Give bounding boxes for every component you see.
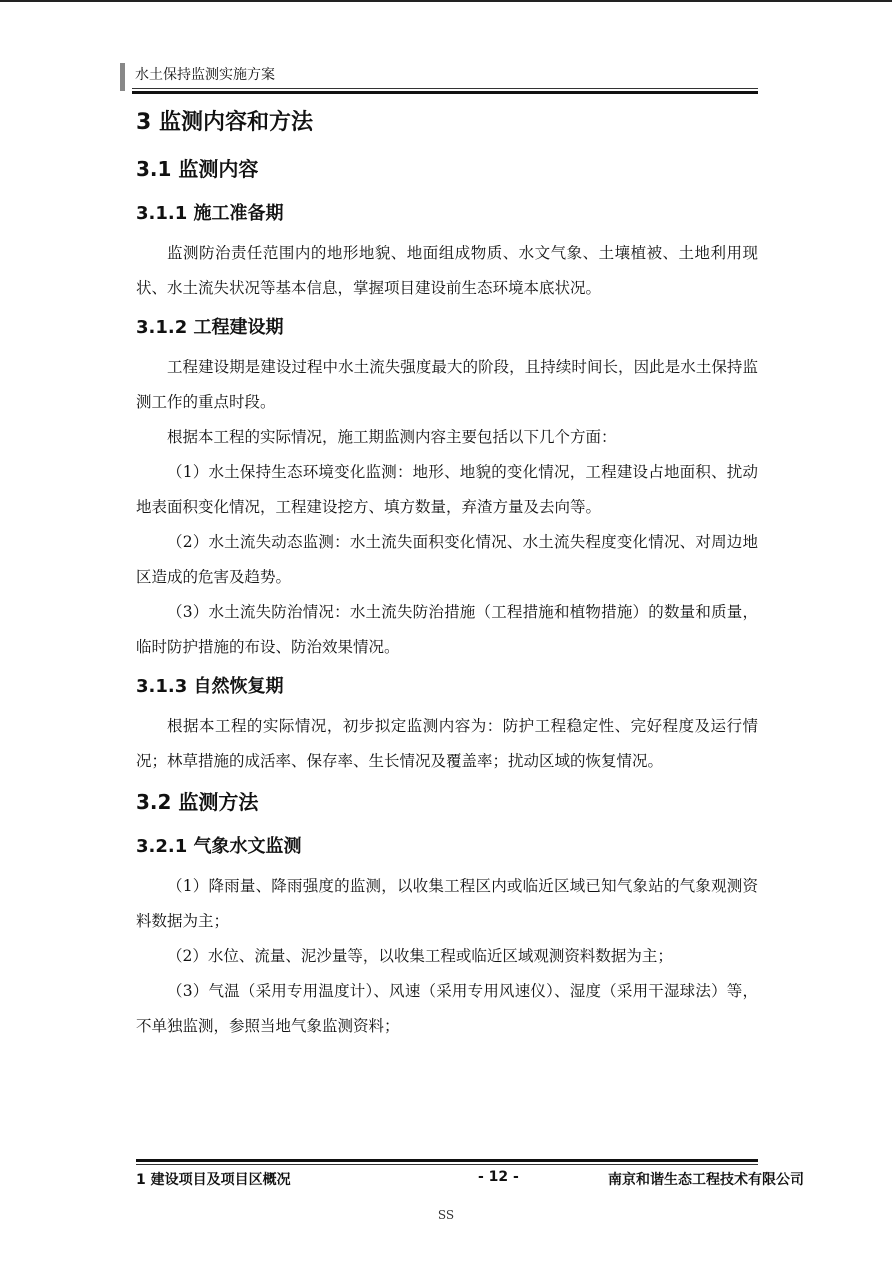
paragraph: 工程建设期是建设过程中水土流失强度最大的阶段，且持续时间长，因此是水土保持监测工作的重点时段。 xyxy=(136,358,758,411)
running-header-title: 水土保持监测实施方案 xyxy=(135,67,275,83)
footer-company-name: 南京和谐生态工程技术有限公司 xyxy=(608,1172,804,1188)
subsubsection-heading: 3.2.1 气象水文监测 xyxy=(136,836,302,857)
paragraph: （1）水土保持生态环境变化监测：地形、地貌的变化情况，工程建设占地面积、扰动地表面积变化情况，工程建设挖方、填方数量，弃渣方量及去向等。 xyxy=(136,463,758,516)
subsubsection-heading: 3.1.3 自然恢复期 xyxy=(136,676,284,697)
paragraph: 监测防治责任范围内的地形地貌、地面组成物质、水文气象、土壤植被、土地利用现状、水土流失状况等基本信息，掌握项目建设前生态环境本底状况。 xyxy=(136,244,758,297)
subsection-heading: 3.2 监测方法 xyxy=(136,790,259,814)
document-body xyxy=(136,100,758,1044)
header-rule-thick xyxy=(132,91,758,94)
subsection-heading: 3.1 监测内容 xyxy=(136,157,259,181)
top-border xyxy=(0,0,892,2)
paragraph: 根据本工程的实际情况，初步拟定监测内容为：防护工程稳定性、完好程度及运行情况；林草措施的成活率、保存率、生长情况及覆盖率；扰动区域的恢复情况。 xyxy=(136,717,758,770)
page-mark: SS xyxy=(437,1208,455,1222)
footer-rule-thin xyxy=(136,1164,758,1165)
paragraph: 根据本工程的实际情况，施工期监测内容主要包括以下几个方面： xyxy=(167,428,617,446)
section-heading: 3 监测内容和方法 xyxy=(136,110,313,135)
paragraph: （2）水土流失动态监测：水土流失面积变化情况、水土流失程度变化情况、对周边地区造成的危害及趋势。 xyxy=(136,533,758,586)
paragraph: （3）气温（采用专用温度计）、风速（采用专用风速仪）、湿度（采用干湿球法）等，不单独监测，参照当地气象监测资料； xyxy=(136,982,758,1035)
subsubsection-heading: 3.1.2 工程建设期 xyxy=(136,317,284,338)
header-accent-bar xyxy=(120,63,125,91)
subsubsection-heading: 3.1.1 施工准备期 xyxy=(136,203,284,224)
paragraph: （3）水土流失防治情况：水土流失防治措施（工程措施和植物措施）的数量和质量，临时防护措施的布设、防治效果情况。 xyxy=(136,603,758,656)
paragraph: （1）降雨量、降雨强度的监测，以收集工程区内或临近区域已知气象站的气象观测资料数据为主； xyxy=(136,877,758,930)
paragraph: （2）水位、流量、泥沙量等，以收集工程或临近区域观测资料数据为主； xyxy=(167,947,673,965)
page-number: - 12 - xyxy=(478,1169,519,1185)
footer-chapter-title: 1 建设项目及项目区概况 xyxy=(136,1172,291,1188)
footer-rule-thick xyxy=(136,1159,758,1162)
header-rule-thin xyxy=(132,88,758,89)
